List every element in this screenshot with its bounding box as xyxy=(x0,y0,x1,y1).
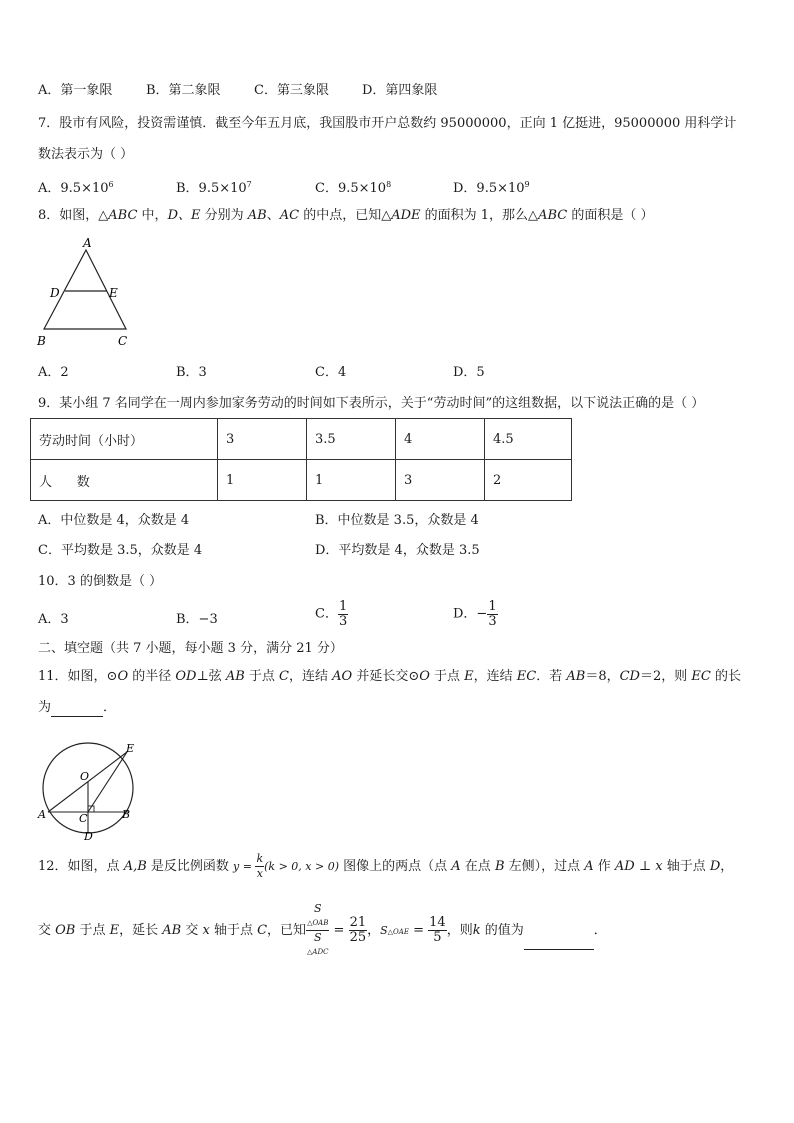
label-d: D xyxy=(50,286,60,300)
q7-stem-line1: 7．股市有风险，投资需谨慎．截至今年五月底，我国股市开户总数约 95000000，正向 1 亿挺进，95000000 用科学计 xyxy=(38,116,737,131)
table-cell: 1 xyxy=(218,460,307,501)
label-e: E xyxy=(126,742,135,755)
table-row xyxy=(31,419,572,460)
table-cell: 2 xyxy=(485,460,572,501)
q9-option-b: B．中位数是 3.5，众数是 4 xyxy=(315,513,479,528)
q10-option-c: C． $\frac{1}{3}$ xyxy=(315,599,348,629)
table-cell: 3 xyxy=(396,460,485,501)
q9-option-c: C．平均数是 3.5，众数是 4 xyxy=(38,543,203,558)
table-cell: 劳动时间（小时） xyxy=(31,419,218,460)
q6-option-b: B．第二象限 xyxy=(146,83,221,98)
q10-option-a: A．3 xyxy=(38,612,69,627)
label-a: A xyxy=(38,808,46,821)
label-c: C xyxy=(118,334,128,348)
answer-blank[interactable] xyxy=(524,913,594,950)
q8-triangle-figure xyxy=(30,236,140,350)
q10-option-b: B．−3 xyxy=(176,612,218,627)
q10-stem: 10．3 的倒数是（ ） xyxy=(38,574,163,589)
q8-stem: 8．如图，△ABC 中，D、E 分别为 AB、AC 的中点，已知△ADE 的面积为 1，那么△ABC 的面积是（ ） xyxy=(38,208,654,223)
q6-option-c: C．第三象限 xyxy=(254,83,329,98)
q8-option-b: B．3 xyxy=(176,365,207,380)
label-b: B xyxy=(37,334,46,348)
section-heading-fill-in: 二、填空题（共 7 小题，每小题 3 分，满分 21 分） xyxy=(38,641,343,656)
q9-stem: 9．某小组 7 名同学在一周内参加家务劳动的时间如下表所示，关于“劳动时间”的这组数据，以下说法正确的是（ ） xyxy=(38,396,705,411)
q7-option-d: D．$9.5\times 10^9$ xyxy=(453,180,530,196)
q7-option-b: B．$9.5\times 10^7$ xyxy=(176,180,252,196)
q12-stem-line1: 12．如图，点 A,B 是反比例函数 y = $\frac{k}{x}$ (k > 0, x > 0) 图像上的两点（点 A 在点 B 左侧），过点 A 作 AD ⊥ x 轴于点 D， xyxy=(38,852,734,880)
q10-option-d: D．− $\frac{1}{3}$ xyxy=(453,599,497,629)
label-o: O xyxy=(80,770,90,783)
q6-option-d: D．第四象限 xyxy=(362,83,438,98)
q11-stem-line1: 11．如图，⊙O 的半径 OD⊥弦 AB 于点 C，连结 AO 并延长交⊙O 于点 E，连结 EC．若 AB＝8，CD＝2，则 EC 的长 xyxy=(38,669,741,684)
table-cell: 3 xyxy=(218,419,307,460)
q9-data-table xyxy=(30,418,572,501)
q8-option-a: A．2 xyxy=(38,365,69,380)
segment-ec xyxy=(88,752,127,812)
q11-circle-figure xyxy=(34,740,144,842)
q9-option-a: A．中位数是 4，众数是 4 xyxy=(38,513,190,528)
label-a: A xyxy=(83,236,92,250)
label-d: D xyxy=(84,830,93,842)
q6-option-a: A．第一象限 xyxy=(38,83,113,98)
table-cell: 人 数 xyxy=(31,460,218,501)
label-c: C xyxy=(79,812,88,825)
q7-option-a: A．$9.5\times 10^6$ xyxy=(38,180,114,196)
q12-stem-line2: 交 OB 于点 E，延长 AB 交 x 轴于点 C，已知 S △OAB S △ADC = $\frac{21}{25}$ ，S△OAE = $\frac{14}{5}$ ，则k 的值为 ． xyxy=(38,902,607,956)
table-cell: 1 xyxy=(307,460,396,501)
table-cell: 4 xyxy=(396,419,485,460)
q8-option-d: D．5 xyxy=(453,365,485,380)
table-row xyxy=(31,460,572,501)
answer-blank[interactable] xyxy=(51,700,103,717)
table-cell: 3.5 xyxy=(307,419,396,460)
q9-option-d: D．平均数是 4，众数是 3.5 xyxy=(315,543,480,558)
table-cell: 4.5 xyxy=(485,419,572,460)
q11-stem-line2: 为 ． xyxy=(38,700,117,715)
q8-option-c: C．4 xyxy=(315,365,347,380)
label-e: E xyxy=(109,286,118,300)
label-b: B xyxy=(122,808,131,821)
q7-stem-line2: 数法表示为（ ） xyxy=(38,147,134,162)
q7-option-c: C．$9.5\times 10^8$ xyxy=(315,180,392,196)
